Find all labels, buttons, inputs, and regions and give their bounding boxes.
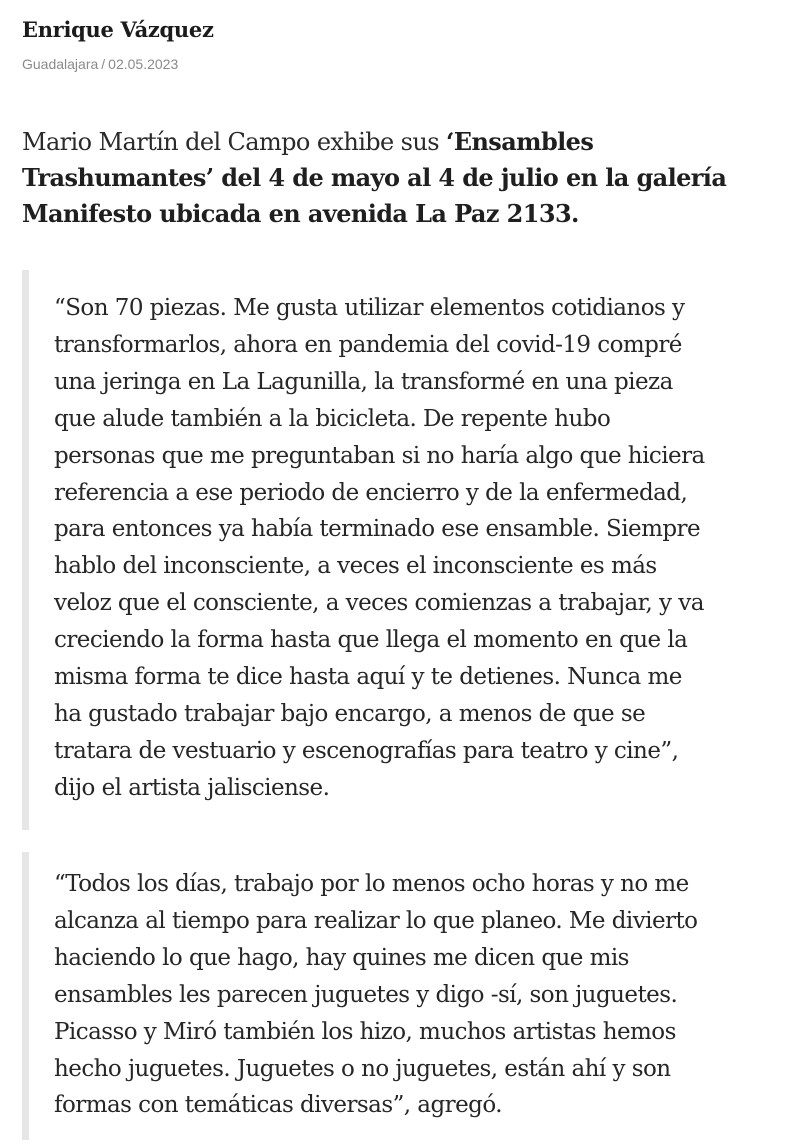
- quote-line: misma forma te dice hasta aquí y te detienes. Nunca me: [54, 664, 682, 691]
- artist-quote-2: [22, 852, 782, 1140]
- quote-line: tratara de vestuario y escenografías para teatro y cine”,: [54, 737, 679, 764]
- article-meta: [22, 56, 178, 72]
- quote-line: dijo el artista jalisciense.: [54, 774, 330, 801]
- quote-line: “Son 70 piezas. Me gusta utilizar elementos cotidianos y: [54, 295, 685, 321]
- quote-line: haciendo lo que hago, hay quines me dicen que mis: [54, 944, 629, 971]
- quote-line: que alude también a la bicicleta. De repente hubo: [54, 405, 611, 432]
- quote-line: ensambles les parecen juguetes y digo -sí, son juguetes.: [54, 981, 678, 1008]
- quote-line: para entonces ya había terminado ese ensamble. Siempre: [54, 516, 701, 543]
- meta-separator: /: [101, 56, 106, 72]
- quote-line: una jeringa en La Lagunilla, la transformé en una pieza: [54, 368, 673, 395]
- lead-line-bold: ‘Ensambles: [446, 127, 594, 156]
- quote-line: personas que me preguntaban si no haría algo que hiciera: [54, 442, 705, 469]
- author-name: Enrique Vázquez: [22, 17, 214, 42]
- quote-line: alcanza al tiempo para realizar lo que planeo. Me divierto: [54, 907, 698, 934]
- artist-quote-1: [22, 270, 782, 830]
- lead-line: [22, 196, 782, 232]
- quote-line: hecho juguetes. Juguetes o no juguetes, están ahí y son: [54, 1055, 671, 1082]
- quote-line: formas con temáticas diversas”, agregó.: [54, 1092, 502, 1119]
- location-label: Guadalajara: [22, 56, 99, 72]
- quote-line: hablo del inconsciente, a veces el inconsciente es más: [54, 553, 657, 580]
- quote-line: transformarlos, ahora en pandemia del covid-19 compré: [54, 331, 682, 358]
- quote-line: veloz que el consciente, a veces comienzas a trabajar, y va: [54, 590, 704, 617]
- lead-line-bold: Trashumantes’ del 4 de mayo al 4 de julio en la galería: [22, 163, 727, 192]
- lead-paragraph: [22, 124, 782, 232]
- lead-line: [22, 124, 782, 160]
- quote-line: referencia a ese periodo de encierro y de la enfermedad,: [54, 479, 688, 506]
- quote-line: creciendo la forma hasta que llega el momento en que la: [54, 627, 688, 654]
- quote-line: “Todos los días, trabajo por lo menos ocho horas y no me: [54, 871, 689, 897]
- quote-line: Picasso y Miró también los hizo, muchos artistas hemos: [54, 1018, 676, 1045]
- lead-line-plain: Mario Martín del Campo exhibe sus: [22, 128, 446, 156]
- publish-date: 02.05.2023: [108, 56, 179, 72]
- lead-line: [22, 160, 782, 196]
- lead-line-bold: Manifesto ubicada en avenida La Paz 2133.: [22, 199, 579, 228]
- quote-line: ha gustado trabajar bajo encargo, a menos de que se: [54, 700, 646, 727]
